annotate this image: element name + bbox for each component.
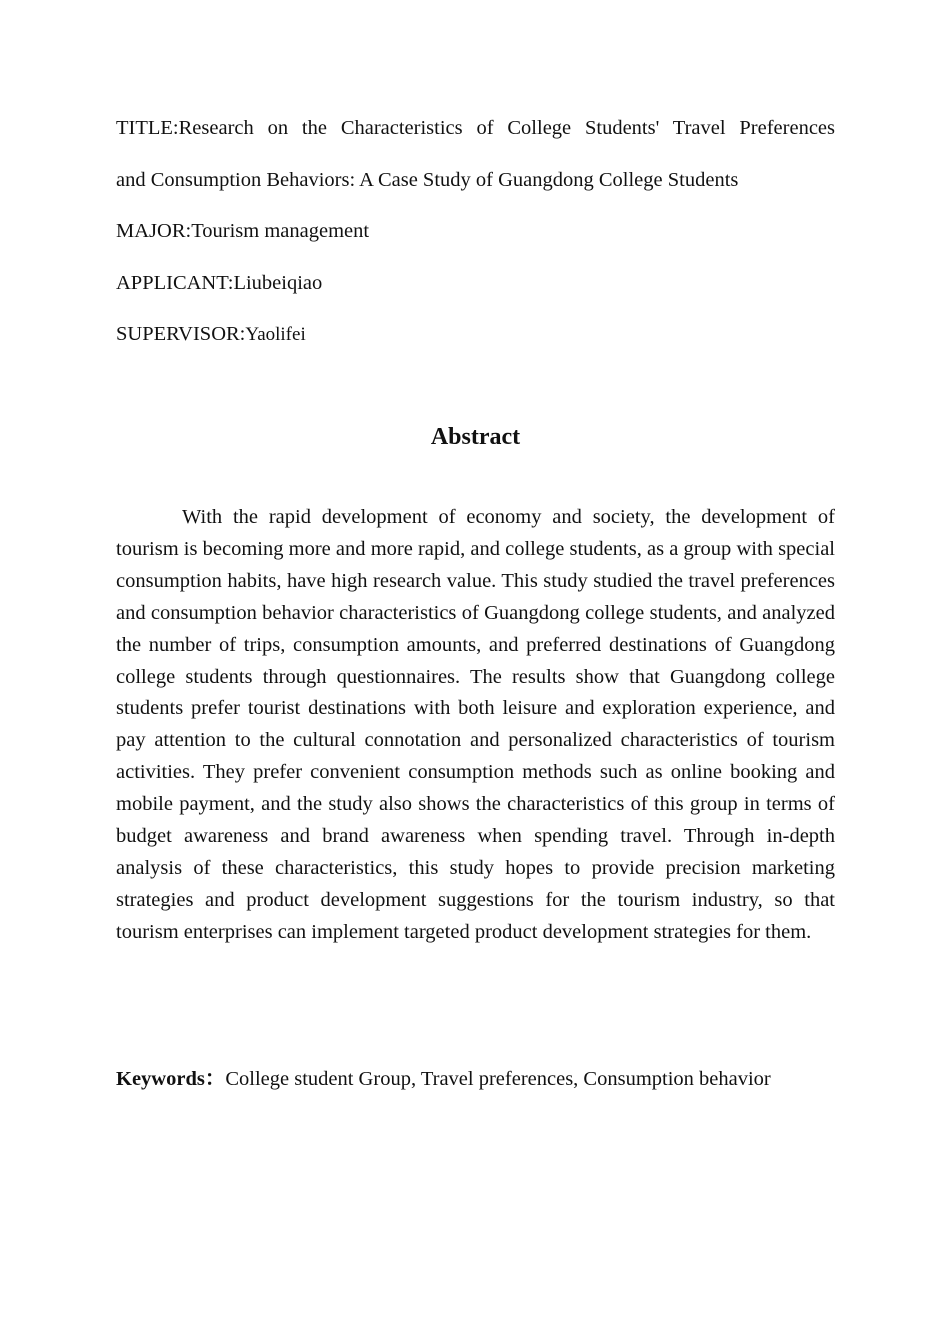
applicant-value: Liubeiqiao bbox=[233, 271, 323, 294]
major-value: Tourism management bbox=[191, 220, 370, 242]
major-line bbox=[116, 206, 835, 258]
abstract-body: With the rapid development of economy and society, the development of tourism is becoming more and more rapid, and college students, as a group with special consumption habits, have high research value. This study studied the travel preferences and consumption behavior characteristics of Guangdong college students, and analyzed the number of trips, consumption amounts, and preferred destinations of Guangdong college students through questionnaires. The results show that Guangdong college students prefer tourist destinations with both leisure and exploration experience, and pay attention to the cultural connotation and personalized characteristics of tourism activities. They prefer convenient consumption methods such as online booking and mobile payment, and the study also shows the characteristics of this group in terms of budget awareness and brand awareness when spending travel. Through in-depth analysis of these characteristics, this study hopes to provide precision marketing strategies and product development suggestions for the tourism industry, so that tourism enterprises can implement targeted product development strategies for them. bbox=[116, 506, 835, 943]
applicant-line bbox=[116, 258, 835, 310]
title-label: TITLE: bbox=[116, 117, 179, 139]
keywords-line bbox=[116, 1064, 774, 1096]
keywords-label: Keywords： bbox=[116, 1068, 226, 1090]
supervisor-line bbox=[116, 309, 835, 361]
keywords-value: College student Group, Travel preferences, Consumption behavior bbox=[225, 1068, 771, 1090]
applicant-label: APPLICANT: bbox=[116, 271, 234, 294]
title-value-part-1: Research on the Characteristics of College Students' Travel Preferences bbox=[178, 117, 835, 139]
major-label: MAJOR: bbox=[116, 220, 192, 242]
abstract-heading: Abstract bbox=[430, 424, 521, 450]
thesis-title-line-1 bbox=[116, 103, 835, 155]
supervisor-value: Yaolifei bbox=[245, 324, 306, 345]
thesis-metadata bbox=[116, 103, 835, 361]
thesis-title-line-2 bbox=[116, 155, 835, 207]
title-value-part-2: and Consumption Behaviors: A Case Study of Guangdong College Students bbox=[116, 168, 739, 191]
supervisor-label: SUPERVISOR: bbox=[116, 323, 246, 345]
